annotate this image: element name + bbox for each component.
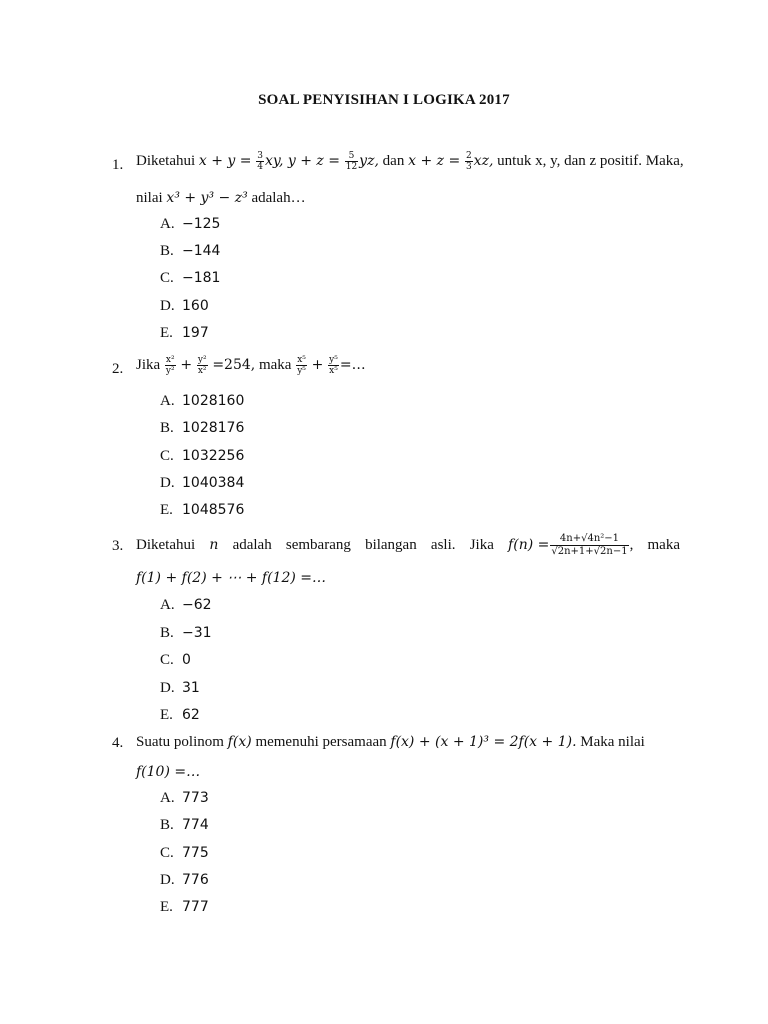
answer-option xyxy=(160,625,212,642)
question-text-line-2 xyxy=(136,764,200,781)
page-title: SOAL PENYISIHAN I LOGIKA 2017 xyxy=(258,92,510,108)
math-expression: =… xyxy=(339,356,366,373)
question-text-line-1 xyxy=(136,734,645,751)
fraction xyxy=(550,533,628,558)
answer-option xyxy=(160,707,200,724)
question-number: 2. xyxy=(112,361,124,377)
option-value: 1040384 xyxy=(182,475,245,491)
fraction xyxy=(165,355,176,376)
option-letter: C. xyxy=(160,270,174,286)
option-letter: E. xyxy=(160,899,173,915)
fraction xyxy=(197,355,208,376)
answer-option xyxy=(160,872,209,889)
question-text: dan xyxy=(382,152,405,169)
answer-option xyxy=(160,243,220,260)
question-text: bilangan xyxy=(365,536,417,553)
option-value: −144 xyxy=(182,243,221,259)
question-text-line-1 xyxy=(136,528,680,562)
option-value: 774 xyxy=(182,817,209,833)
option-value: 62 xyxy=(182,707,200,723)
option-letter: B. xyxy=(160,243,174,259)
question-text-line-1 xyxy=(136,355,366,376)
math-expression: xz, xyxy=(473,152,494,169)
answer-option xyxy=(160,298,209,315)
question-text: Jika xyxy=(469,536,494,553)
fraction-numerator: y² xyxy=(197,355,207,365)
option-value: 776 xyxy=(182,872,209,888)
question-text: maka xyxy=(647,536,680,553)
answer-option xyxy=(160,393,244,410)
math-expression: f(1) + f(2) + ⋯ + f(12) =… xyxy=(136,570,327,586)
fraction xyxy=(345,151,358,172)
answer-option xyxy=(160,325,209,342)
fraction-numerator: y⁵ xyxy=(329,355,338,365)
math-expression: x + z = xyxy=(408,152,461,169)
fraction-denominator: √2n+1+√2n−1 xyxy=(551,545,628,557)
fraction-numerator: 3 xyxy=(257,151,264,161)
fraction-denominator: x⁵ xyxy=(329,366,338,376)
fraction-denominator: x² xyxy=(197,366,207,376)
option-value: 1048576 xyxy=(182,502,245,518)
answer-option xyxy=(160,680,200,697)
option-value: 775 xyxy=(182,845,209,861)
answer-option xyxy=(160,216,220,233)
option-letter: E. xyxy=(160,325,173,341)
fraction-numerator: 5 xyxy=(345,151,358,162)
fraction xyxy=(328,355,339,376)
math-variable: n xyxy=(209,537,219,553)
answer-option xyxy=(160,817,209,834)
answer-option xyxy=(160,845,209,862)
question-number: 3. xyxy=(112,538,124,554)
option-letter: A. xyxy=(160,216,175,232)
option-letter: D. xyxy=(160,298,175,314)
option-letter: C. xyxy=(160,845,174,861)
fraction-denominator: 4 xyxy=(257,162,264,172)
question-text: adalah xyxy=(232,536,272,553)
question-text: Diketahui xyxy=(136,536,196,553)
punctuation: , xyxy=(629,536,634,553)
option-letter: B. xyxy=(160,420,174,436)
option-letter: A. xyxy=(160,597,175,613)
question-text: maka xyxy=(258,356,292,373)
option-value: −31 xyxy=(182,625,212,641)
question-text-line-1 xyxy=(136,151,684,172)
fraction-denominator: 12 xyxy=(345,162,358,172)
option-letter: D. xyxy=(160,872,175,888)
question-text: nilai xyxy=(136,190,163,206)
option-letter: B. xyxy=(160,817,174,833)
math-operator: + xyxy=(180,356,193,373)
option-value: −125 xyxy=(182,216,221,232)
option-value: −181 xyxy=(182,270,221,286)
answer-option xyxy=(160,448,244,465)
question-text: adalah… xyxy=(251,190,306,206)
option-value: 160 xyxy=(182,298,209,314)
question-text: untuk x, y, dan z positif. Maka, xyxy=(497,152,684,169)
math-expression: x + y = xyxy=(198,152,252,169)
option-value: 1032256 xyxy=(182,448,245,464)
option-letter: C. xyxy=(160,448,174,464)
fraction-numerator: x² xyxy=(165,355,175,365)
fraction-denominator: y² xyxy=(165,366,175,376)
question-text: memenuhi persamaan xyxy=(255,734,387,750)
question-text: Jika xyxy=(136,356,161,373)
option-value: 1028160 xyxy=(182,393,245,409)
math-expression: xy, y + z = xyxy=(265,152,340,169)
option-letter: A. xyxy=(160,790,175,806)
math-expression: f(10) =… xyxy=(136,764,201,780)
question-number: 1. xyxy=(112,157,124,173)
option-letter: C. xyxy=(160,652,174,668)
fraction xyxy=(465,151,473,172)
fraction-denominator: y⁵ xyxy=(297,366,306,376)
question-text: Diketahui xyxy=(136,152,196,169)
option-letter: D. xyxy=(160,475,175,491)
option-value: 1028176 xyxy=(182,420,245,436)
option-letter: A. xyxy=(160,393,175,409)
fraction-numerator: x⁵ xyxy=(297,355,306,365)
question-text: sembarang xyxy=(285,536,351,553)
option-value: 197 xyxy=(182,325,209,341)
option-letter: E. xyxy=(160,707,173,723)
answer-option xyxy=(160,475,244,492)
function-definition xyxy=(508,533,633,558)
question-text: Maka nilai xyxy=(580,734,645,750)
option-value: 777 xyxy=(182,899,209,915)
option-letter: B. xyxy=(160,625,174,641)
option-letter: E. xyxy=(160,502,173,518)
answer-option xyxy=(160,270,220,287)
math-operator: + xyxy=(311,356,324,373)
answer-option xyxy=(160,790,209,807)
question-number: 4. xyxy=(112,735,124,751)
question-text: Suatu polinom xyxy=(136,734,224,750)
option-letter: D. xyxy=(160,680,175,696)
option-value: 0 xyxy=(182,652,191,668)
fraction-numerator: 4n+√4n²−1 xyxy=(550,533,628,546)
math-expression: f(n) = xyxy=(508,536,550,553)
fraction xyxy=(296,355,307,376)
math-expression: x³ + y³ − z³ xyxy=(166,190,248,206)
math-expression: =254, xyxy=(212,356,256,373)
question-text-line-2 xyxy=(136,570,326,587)
math-expression: f(x) xyxy=(227,734,252,750)
option-value: −62 xyxy=(182,597,212,613)
answer-option xyxy=(160,597,212,614)
option-value: 773 xyxy=(182,790,209,806)
fraction xyxy=(256,151,264,172)
math-expression: yz, xyxy=(359,152,379,169)
option-value: 31 xyxy=(182,680,200,696)
question-text: asli. xyxy=(430,536,456,553)
answer-option xyxy=(160,652,191,669)
answer-option xyxy=(160,899,209,916)
math-expression: f(x) + (x + 1)³ = 2f(x + 1). xyxy=(390,734,577,750)
answer-option xyxy=(160,502,244,519)
fraction-numerator: 2 xyxy=(465,151,472,161)
question-text-line-2 xyxy=(136,190,306,207)
answer-option xyxy=(160,420,244,437)
fraction-denominator: 3 xyxy=(465,162,472,172)
